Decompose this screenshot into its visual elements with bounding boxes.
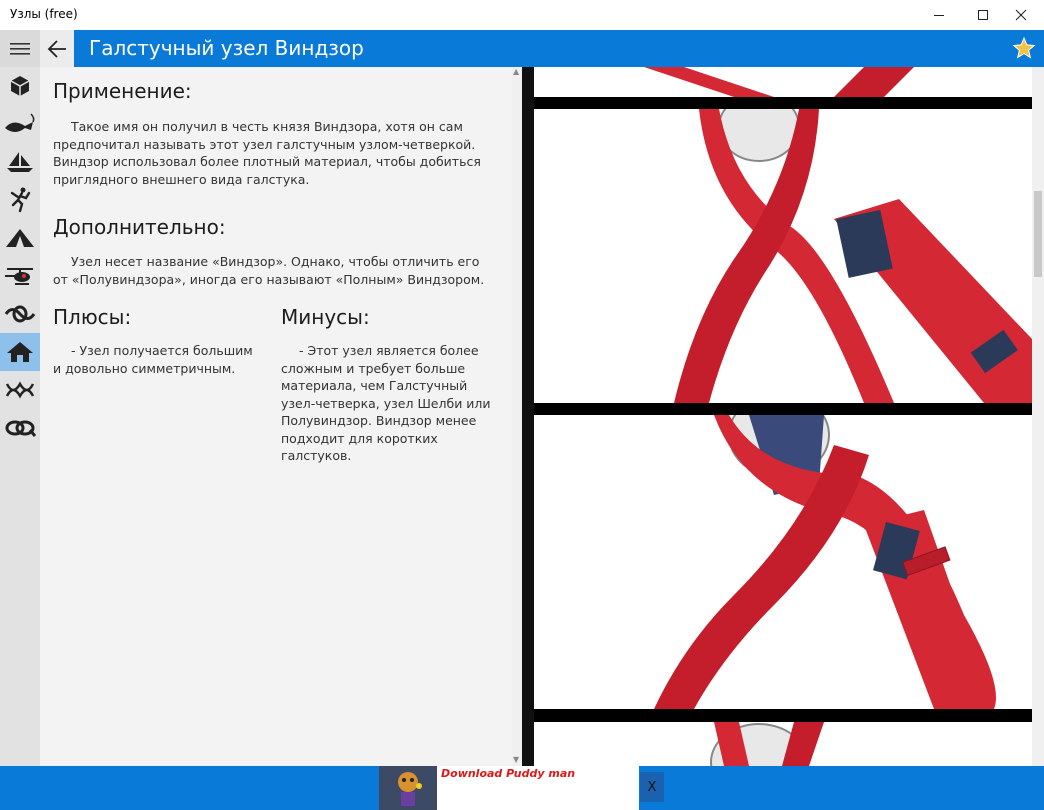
decorative-knot-icon bbox=[4, 378, 36, 402]
loop-knot-icon bbox=[4, 302, 36, 326]
section-heading-pros: Плюсы: bbox=[53, 305, 132, 329]
sidebar-item-rope-coil[interactable] bbox=[0, 409, 40, 447]
section-text-pros: - Узел получается большим и довольно симметричным. bbox=[53, 343, 253, 376]
section-text-usage: Такое имя он получил в честь князя Виндзора, хотя он сам предпочитал называть этот узел галстучным узлом-четверкой. Виндзор использовал более плотный материал, чтобы добиться приглядного внешнего вида галстука. bbox=[53, 119, 481, 187]
rope-coil-icon bbox=[4, 416, 36, 440]
back-button[interactable] bbox=[40, 30, 74, 67]
app-header bbox=[0, 30, 1044, 67]
sidebar-item-cube-knot[interactable] bbox=[0, 67, 40, 105]
tie-step-image bbox=[534, 67, 1032, 97]
window-titlebar bbox=[0, 0, 1044, 30]
tie-step-image bbox=[534, 722, 1032, 766]
tie-images-panel bbox=[534, 67, 1032, 766]
images-scrollbar-thumb[interactable] bbox=[1034, 191, 1042, 277]
sidebar-item-boat[interactable] bbox=[0, 143, 40, 181]
knot-description bbox=[40, 67, 512, 766]
images-scrollbar[interactable] bbox=[1032, 67, 1044, 766]
section-text-additional: Узел несет название «Виндзор». Однако, чтобы отличить его от «Полувиндзора», иногда его называют «Полным» Виндзором. bbox=[53, 254, 485, 287]
sidebar-item-decorative-knot[interactable] bbox=[0, 371, 40, 409]
section-text-cons: - Этот узел является более сложным и требует больше материала, чем Галстучный узел-четверка, узел Шелби или Полувиндзор. Виндзор менее подходит для коротких галстуков. bbox=[281, 343, 491, 463]
fishing-icon bbox=[3, 112, 37, 136]
panel-divider bbox=[522, 67, 534, 766]
window-title: Узлы (free) bbox=[10, 7, 78, 21]
ad-thumbnail bbox=[379, 766, 437, 810]
minimize-button[interactable] bbox=[916, 0, 962, 30]
helicopter-icon bbox=[3, 264, 37, 288]
advertisement-banner[interactable] bbox=[379, 766, 639, 810]
hamburger-menu-button[interactable] bbox=[0, 30, 40, 67]
boat-icon bbox=[5, 150, 35, 174]
sidebar bbox=[0, 67, 40, 766]
cube-knot-icon bbox=[8, 74, 32, 98]
sidebar-item-loop-knot[interactable] bbox=[0, 295, 40, 333]
tent-icon bbox=[4, 226, 36, 250]
scroll-up-icon[interactable]: ▲ bbox=[513, 67, 520, 76]
scroll-down-icon[interactable]: ▼ bbox=[513, 755, 520, 764]
ad-close-button[interactable]: X bbox=[640, 772, 664, 802]
section-heading-cons: Минусы: bbox=[281, 305, 370, 329]
section-heading-additional: Дополнительно: bbox=[53, 215, 226, 239]
ad-text[interactable]: Download Puddy man bbox=[441, 767, 576, 780]
sidebar-item-tent[interactable] bbox=[0, 219, 40, 257]
bottom-bar bbox=[0, 766, 1044, 810]
tie-step-image bbox=[534, 109, 1032, 403]
home-icon bbox=[6, 340, 34, 364]
section-heading-usage: Применение: bbox=[53, 79, 192, 103]
climbing-icon bbox=[8, 187, 32, 213]
sidebar-item-home[interactable] bbox=[0, 333, 40, 371]
sidebar-item-helicopter[interactable] bbox=[0, 257, 40, 295]
sidebar-item-fishing[interactable] bbox=[0, 105, 40, 143]
tie-step-image bbox=[534, 415, 1032, 709]
close-button[interactable] bbox=[998, 0, 1044, 30]
content-scrollbar[interactable] bbox=[512, 67, 522, 766]
hamburger-icon bbox=[10, 42, 30, 56]
page-title: Галстучный узел Виндзор bbox=[89, 36, 364, 60]
back-arrow-icon bbox=[47, 40, 67, 58]
star-icon[interactable] bbox=[1012, 36, 1036, 60]
sidebar-item-climbing[interactable] bbox=[0, 181, 40, 219]
